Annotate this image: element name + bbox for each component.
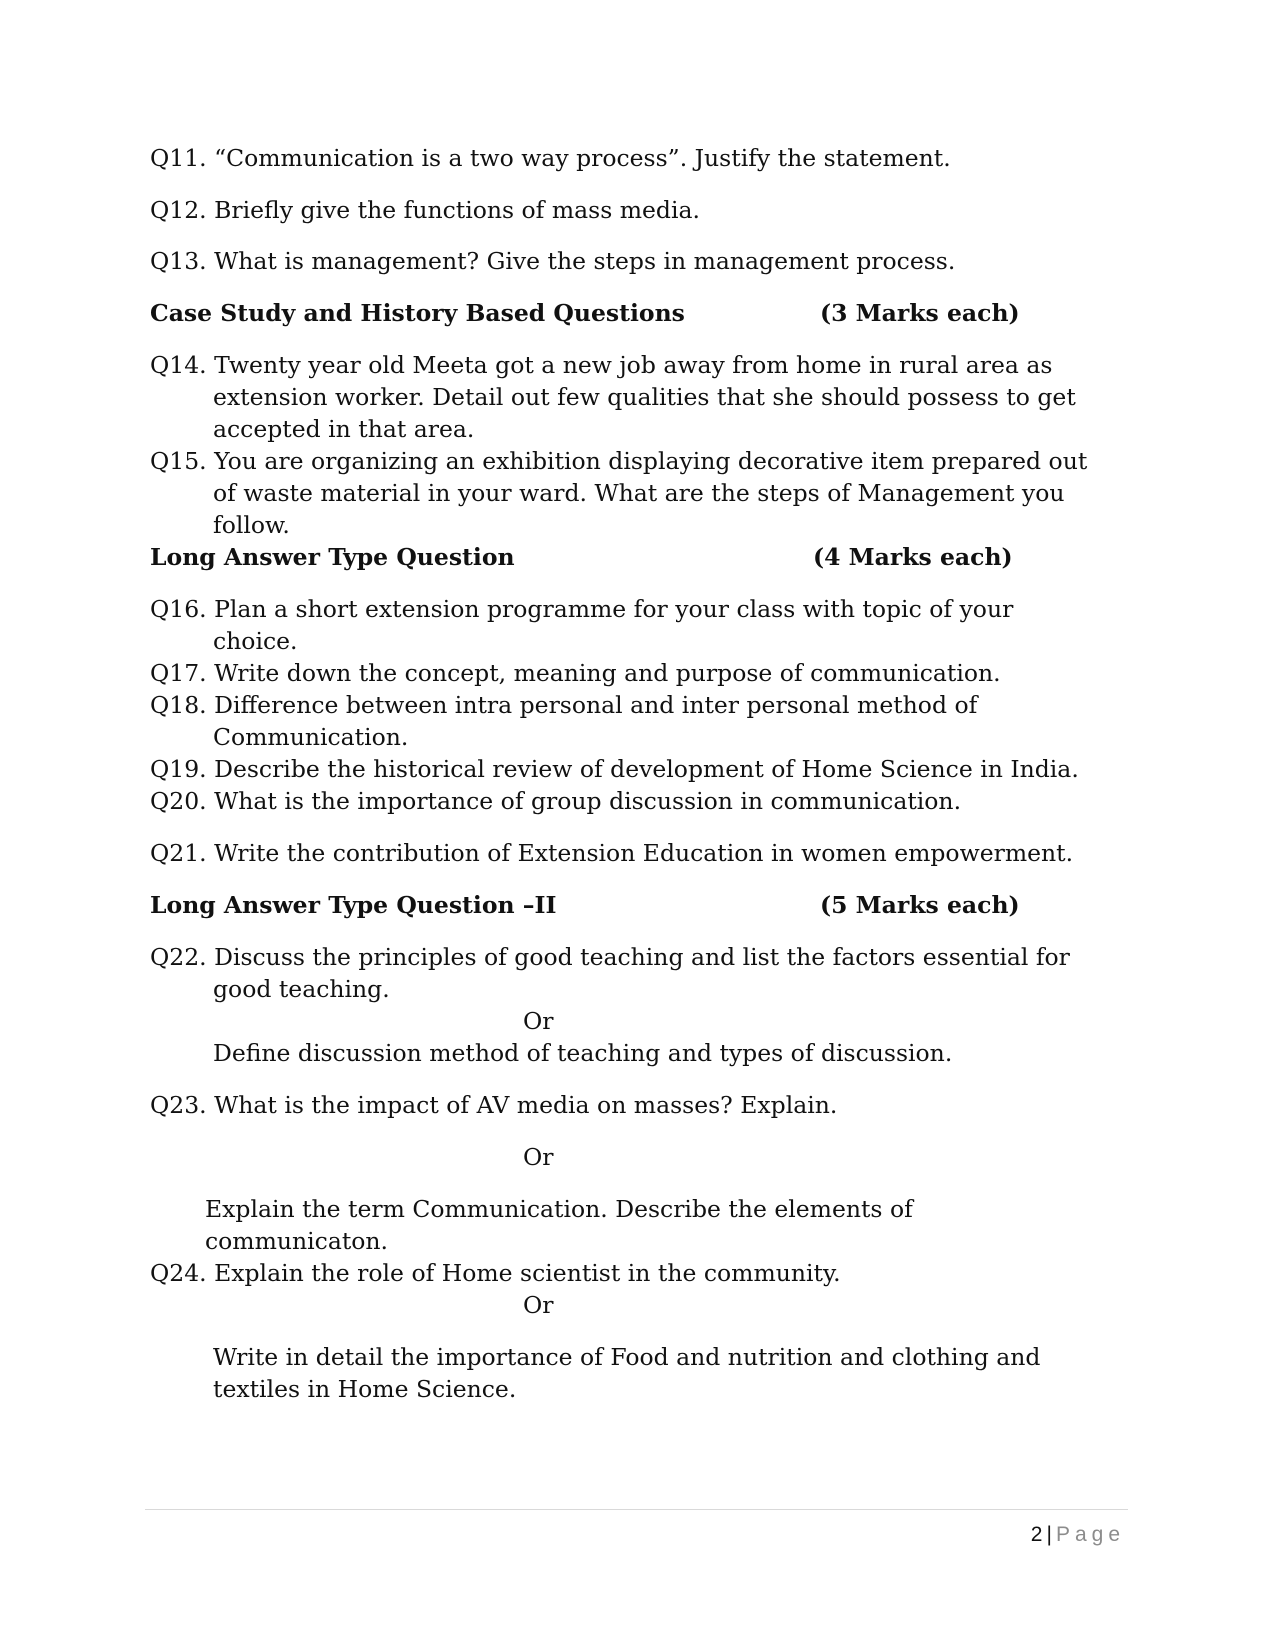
question-q23-alternative-line-2: communicaton. xyxy=(205,1227,389,1255)
section-marks-case-study: (3 Marks each) xyxy=(820,299,1020,327)
page-label: Page xyxy=(1055,1523,1125,1546)
question-q22-alternative: Define discussion method of teaching and types of discussion. xyxy=(213,1039,953,1067)
question-q14-line-3: accepted in that area. xyxy=(213,415,475,443)
question-q23: Q23. What is the impact of AV media on masses? Explain. xyxy=(150,1091,838,1119)
section-marks-long-answer-ii: (5 Marks each) xyxy=(820,891,1020,919)
footer-divider xyxy=(145,1509,1128,1510)
or-separator-q24: Or xyxy=(523,1291,554,1319)
question-q19: Q19. Describe the historical review of development of Home Science in India. xyxy=(150,755,1079,783)
section-heading-long-answer-ii: Long Answer Type Question –II xyxy=(150,891,557,919)
question-q22-line-1: Q22. Discuss the principles of good teaching and list the factors essential for xyxy=(150,943,1070,971)
question-q14-line-1: Q14. Twenty year old Meeta got a new job away from home in rural area as xyxy=(150,351,1053,379)
section-heading-long-answer: Long Answer Type Question xyxy=(150,543,515,571)
question-q11: Q11. “Communication is a two way process”. Justify the statement. xyxy=(150,144,951,172)
question-q13: Q13. What is management? Give the steps in management process. xyxy=(150,247,956,275)
or-separator-q22: Or xyxy=(523,1007,554,1035)
question-q22-line-2: good teaching. xyxy=(213,975,390,1003)
question-q21: Q21. Write the contribution of Extension Education in women empowerment. xyxy=(150,839,1074,867)
question-q15-line-2: of waste material in your ward. What are the steps of Management you xyxy=(213,479,1065,507)
question-q18-line-2: Communication. xyxy=(213,723,409,751)
page-number: 2 xyxy=(1030,1523,1043,1546)
question-q23-alternative-line-1: Explain the term Communication. Describe the elements of xyxy=(205,1195,913,1223)
question-q15-line-1: Q15. You are organizing an exhibition displaying decorative item prepared out xyxy=(150,447,1088,475)
question-q24-alternative-line-2: textiles in Home Science. xyxy=(213,1375,517,1403)
question-q20: Q20. What is the importance of group discussion in communication. xyxy=(150,787,962,815)
or-separator-q23: Or xyxy=(523,1143,554,1171)
question-q18-line-1: Q18. Difference between intra personal and inter personal method of xyxy=(150,691,978,719)
page-footer xyxy=(1031,1521,1125,1549)
question-q15-line-3: follow. xyxy=(213,511,290,539)
question-q17: Q17. Write down the concept, meaning and purpose of communication. xyxy=(150,659,1001,687)
section-heading-case-study: Case Study and History Based Questions xyxy=(150,299,685,327)
question-q24: Q24. Explain the role of Home scientist in the community. xyxy=(150,1259,841,1287)
footer-separator: | xyxy=(1046,1523,1052,1546)
question-q14-line-2: extension worker. Detail out few qualities that she should possess to get xyxy=(213,383,1076,411)
question-q16-line-2: choice. xyxy=(213,627,298,655)
question-q24-alternative-line-1: Write in detail the importance of Food and nutrition and clothing and xyxy=(213,1343,1041,1371)
question-q12: Q12. Briefly give the functions of mass media. xyxy=(150,196,700,224)
question-q16-line-1: Q16. Plan a short extension programme for your class with topic of your xyxy=(150,595,1014,623)
section-marks-long-answer: (4 Marks each) xyxy=(813,543,1013,571)
